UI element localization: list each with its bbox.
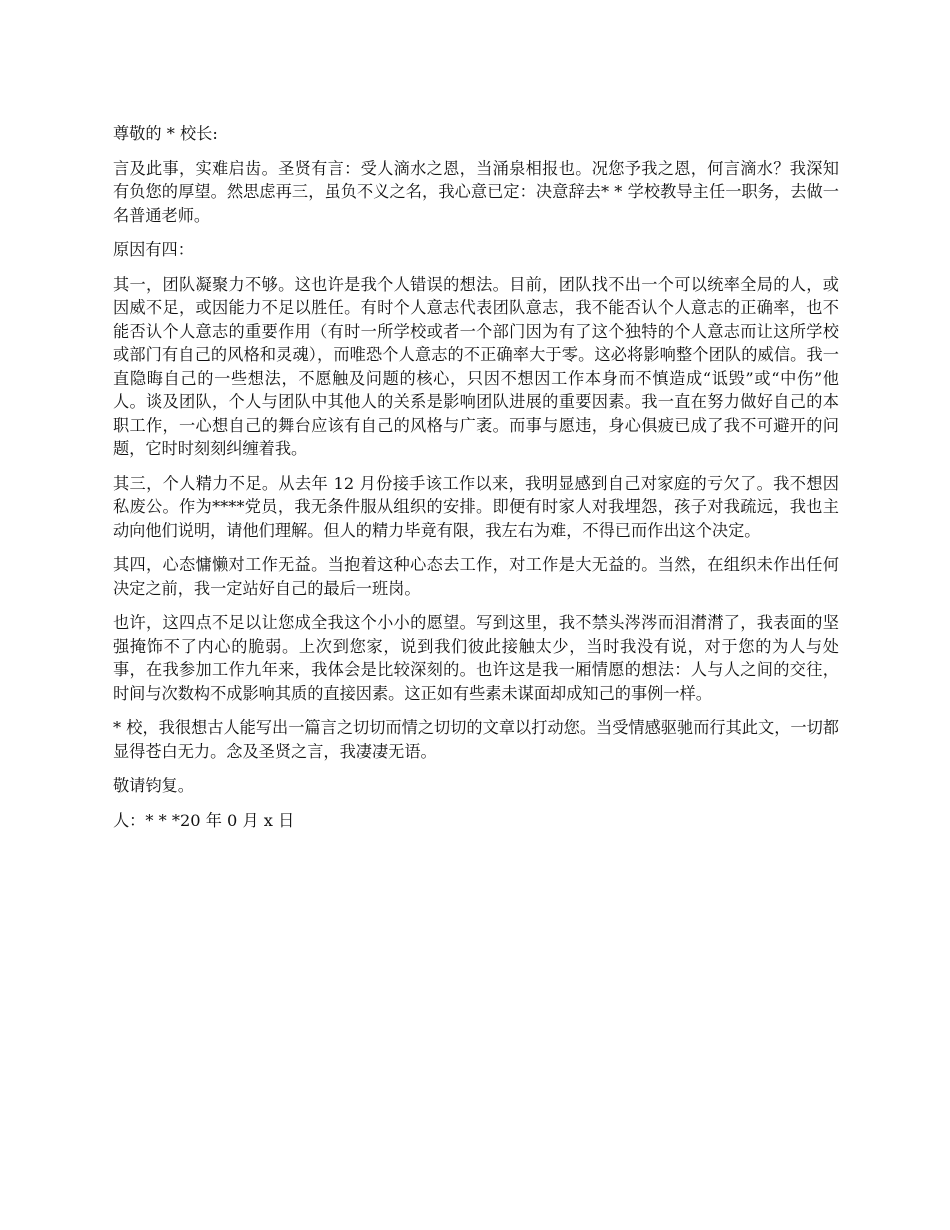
closing: 敬请钧复。 [113,776,194,795]
paragraph-intro: 言及此事，实难启齿。圣贤有言：受人滴水之恩，当涌泉相报也。况您予我之恩，何言滴水？我深知有负您的厚望。然思虑再三，虽负不义之名，我心意已定：决意辞去* * 学校教导主任一职务，去做一名普通老师。 [113,158,839,225]
resignation-letter [113,122,839,843]
paragraph-reasons-heading: 原因有四： [113,240,194,259]
paragraph-reason-four: 其四，心态慵懒对工作无益。当抱着这种心态去工作，对工作是大无益的。当然，在组织未作出任何决定之前，我一定站好自己的最后一班岗。 [113,555,839,598]
signature-date: 人：* * *20 年 0 月 x 日 [113,810,295,830]
paragraph-appeal: * 校，我很想古人能写出一篇言之切切而情之切切的文章以打动您。当受情感驱驰而行其此文，一切都显得苍白无力。念及圣贤之言，我凄凄无语。 [113,718,839,761]
salutation: 尊敬的 * 校长: [113,124,218,143]
paragraph-reflection: 也许，这四点不足以让您成全我这个小小的愿望。写到这里，我不禁头涔涔而泪潸潸了，我表面的坚强掩饰不了内心的脆弱。上次到您家，说到我们彼此接触太少，当时我没有说，对于您的为人与处事，在我参加工作九年来，我体会是比较深刻的。也许这是我一厢情愿的想法：人与人之间的交往，时间与次数构不成影响其质的直接因素。这正如有些素未谋面却成知己的事例一样。 [113,613,839,703]
paragraph-reason-one: 其一，团队凝聚力不够。这也许是我个人错误的想法。目前，团队找不出一个可以统率全局的人，或因威不足，或因能力不足以胜任。有时个人意志代表团队意志，我不能否认个人意志的正确率，也不能否认个人意志的重要作用（有时一所学校或者一个部门因为有了这个独特的个人意志而让这所学校或部门有自己的风格和灵魂），而唯恐个人意志的不正确率大于零。这必将影响整个团队的威信。我一直隐晦自己的一些想法，不愿触及问题的核心，只因不想因工作本身而不慎造成“诋毁”或“中伤”他人。谈及团队，个人与团队中其他人的关系是影响团队进展的重要因素。我一直在努力做好自己的本职工作，一心想自己的舞台应该有自己的风格与广袤。而事与愿违，身心俱疲已成了我不可避开的问题，它时时刻刻纠缠着我。 [113,274,839,458]
paragraph-reason-three: 其三，个人精力不足。从去年 12 月份接手该工作以来，我明显感到自己对家庭的亏欠了。我不想因私废公。作为****党员，我无条件服从组织的安排。即便有时家人对我埋怨，孩子对我疏远，我也主动向他们说明，请他们理解。但人的精力毕竟有限，我左右为难，不得已而作出这个决定。 [113,473,839,540]
